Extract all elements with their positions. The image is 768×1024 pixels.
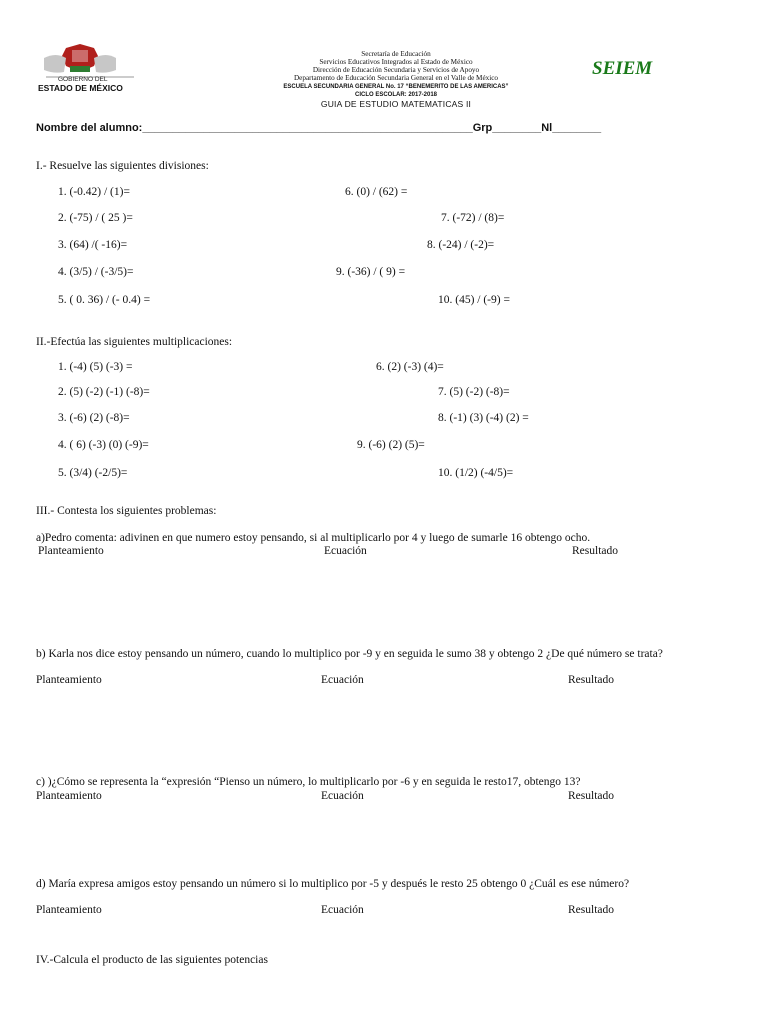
resultado-label: Resultado: [568, 904, 614, 916]
estado-de-mexico-logo: [36, 44, 144, 94]
ecuacion-label: Ecuación: [321, 904, 364, 916]
multiplication-item: 4. ( 6) (-3) (0) (-9)=: [58, 439, 149, 451]
ecuacion-label: Ecuación: [324, 545, 367, 557]
school-cycle: CICLO ESCOLAR: 2017-2018: [354, 92, 438, 98]
section-2-title: II.-Efectúa las siguientes multiplicaciones:: [36, 336, 233, 348]
problem-c-text: c) )¿Cómo se representa la “expresión “Pienso un número, lo multiplicarlo por -6 y en seguida le resto17, obtengo 13?: [36, 776, 581, 788]
planteamiento-label: Planteamiento: [38, 545, 104, 557]
guide-title: GUIA DE ESTUDIO MATEMATICAS II: [320, 99, 472, 109]
logo-text-line2: ESTADO DE MÉXICO: [38, 83, 123, 93]
section-1-title: I.- Resuelve las siguientes divisiones:: [36, 160, 209, 172]
planteamiento-label: Planteamiento: [36, 674, 102, 686]
division-item: 3. (64) /( -16)=: [58, 239, 128, 251]
division-item: 6. (0) / (62) =: [345, 186, 408, 198]
resultado-label: Resultado: [572, 545, 618, 557]
multiplication-item: 2. (5) (-2) (-1) (-8)=: [58, 386, 150, 398]
division-item: 8. (-24) / (-2)=: [427, 239, 495, 251]
problem-b-text: b) Karla nos dice estoy pensando un número, cuando lo multiplico por -9 y en seguida le sumo 38 y obtengo 2 ¿De qué número se trata?: [36, 648, 663, 660]
multiplication-item: 10. (1/2) (-4/5)=: [438, 467, 514, 479]
header-line-4: Departamento de Educación Secundaria General en el Valle de México: [293, 74, 499, 82]
multiplication-item: 6. (2) (-3) (4)=: [376, 361, 444, 373]
division-item: 10. (45) / (-9) =: [438, 294, 510, 306]
resultado-label: Resultado: [568, 790, 614, 802]
resultado-label: Resultado: [568, 674, 614, 686]
division-item: 9. (-36) / ( 9) =: [336, 266, 406, 278]
division-item: 5. ( 0. 36) / (- 0.4) =: [58, 294, 151, 306]
multiplication-item: 1. (-4) (5) (-3) =: [58, 361, 133, 373]
school-name: ESCUELA SECUNDARIA GENERAL No. 17 “BENEMERITO DE LAS AMERICAS”: [283, 84, 509, 90]
problem-a-text: a)Pedro comenta: adivinen en que numero estoy pensando, si al multiplicarlo por 4 y luego de sumarle 16 obtengo ocho.: [36, 532, 591, 544]
multiplication-item: 7. (5) (-2) (-8)=: [438, 386, 510, 398]
section-3-title: III.- Contesta los siguientes problemas:: [36, 505, 217, 517]
header-line-3: Dirección de Educación Secundaria y Servicios de Apoyo: [312, 66, 480, 74]
division-item: 7. (-72) / (8)=: [441, 212, 505, 224]
problem-d-text: d) María expresa amigos estoy pensando un número si lo multiplico por -5 y después le resto 25 obtengo 0 ¿Cuál es ese número?: [36, 878, 630, 890]
ecuacion-label: Ecuación: [321, 674, 364, 686]
division-item: 2. (-75) / ( 25 )=: [58, 212, 133, 224]
multiplication-item: 3. (-6) (2) (-8)=: [58, 412, 130, 424]
logo-text-line1: GOBIERNO DEL: [58, 76, 108, 83]
multiplication-item: 5. (3/4) (-2/5)=: [58, 467, 128, 479]
section-4-title: IV.-Calcula el producto de las siguientes potencias: [36, 954, 268, 966]
planteamiento-label: Planteamiento: [36, 790, 102, 802]
student-name-line: Nombre del alumno:______________________________________________________Grp________Nl________: [36, 122, 602, 134]
header-line-2: Servicios Educativos Integrados al Estado de México: [319, 58, 473, 66]
multiplication-item: 9. (-6) (2) (5)=: [357, 439, 425, 451]
header-line-1: Secretaría de Educación: [361, 50, 431, 58]
division-item: 1. (-0.42) / (1)=: [58, 186, 130, 198]
seiem-logo-text: SEIEM: [592, 58, 653, 79]
ecuacion-label: Ecuación: [321, 790, 364, 802]
division-item: 4. (3/5) / (-3/5)=: [58, 266, 134, 278]
planteamiento-label: Planteamiento: [36, 904, 102, 916]
multiplication-item: 8. (-1) (3) (-4) (2) =: [438, 412, 529, 424]
